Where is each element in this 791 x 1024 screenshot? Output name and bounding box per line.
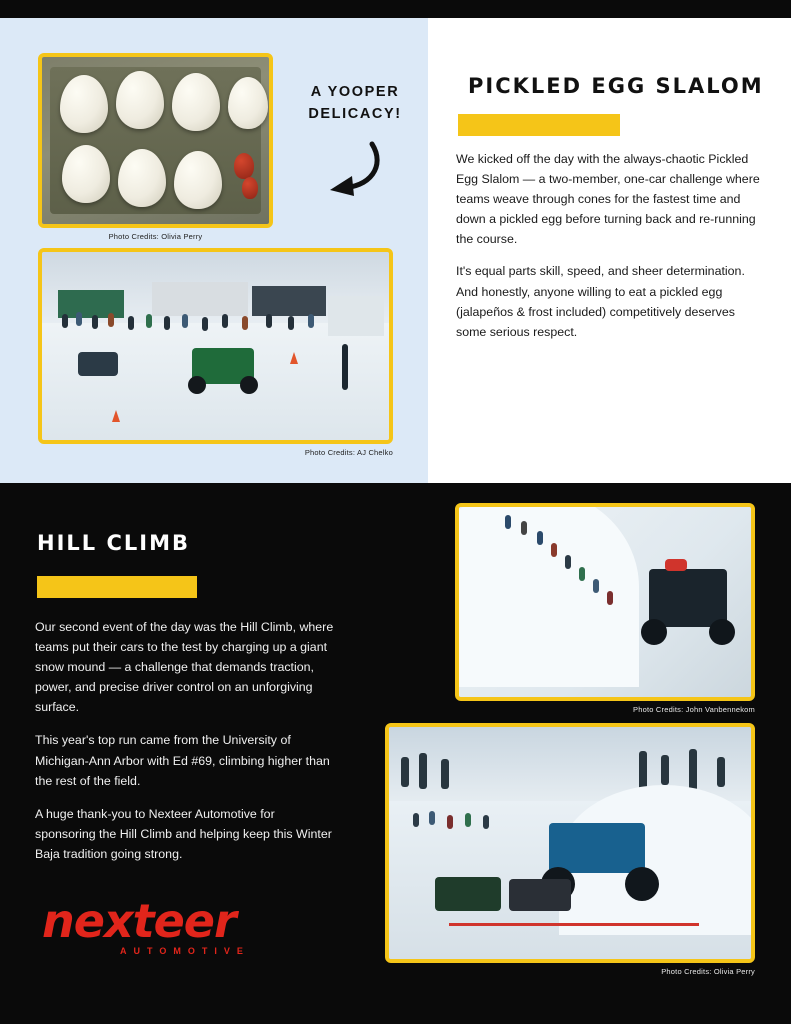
spectator xyxy=(266,314,272,328)
photo-caption: Photo Credits: Olivia Perry xyxy=(108,232,203,241)
hill-climb-crowd-photo xyxy=(455,503,755,701)
nexteer-tagline: AUTOMOTIVE xyxy=(120,946,250,956)
page-title-slalom: PICKLED EGG SLALOM xyxy=(468,74,764,98)
tree xyxy=(661,755,669,785)
slalom-body-copy xyxy=(456,149,766,354)
hill-paragraph-3: A huge thank-you to Nexteer Automotive for sponsoring the Hill Climb and helping keep this Winter Baja tradition going strong. xyxy=(35,806,332,861)
spectator xyxy=(182,314,188,328)
baja-car xyxy=(649,569,727,627)
spectator xyxy=(505,515,511,529)
nexteer-logo xyxy=(42,894,292,958)
wheel xyxy=(641,619,667,645)
baja-car xyxy=(549,823,645,873)
egg xyxy=(116,71,164,129)
spectator xyxy=(164,316,170,330)
wheel xyxy=(625,867,659,901)
car-number-plate xyxy=(665,559,687,571)
slalom-paragraph-2: It's equal parts skill, speed, and sheer determination. And honestly, anyone willing to eat a pickled egg (jalapeños & frost included) competitively deserves some serious respect. xyxy=(456,264,745,339)
parked-vehicle xyxy=(435,877,501,911)
yellow-rule-hill xyxy=(37,576,197,598)
yellow-rule-slalom xyxy=(458,114,620,136)
spectator xyxy=(202,317,208,331)
spectator xyxy=(242,316,248,330)
tree xyxy=(401,757,409,787)
spectator xyxy=(593,579,599,593)
spectator xyxy=(565,555,571,569)
top-black-band xyxy=(0,0,791,18)
tree xyxy=(717,757,725,787)
tent xyxy=(252,286,326,316)
photo-caption: Photo Credits: John Vanbennekom xyxy=(633,705,755,714)
chili-pepper xyxy=(242,177,258,199)
spectator xyxy=(483,815,489,829)
spectator xyxy=(537,531,543,545)
tent xyxy=(152,282,248,316)
spectator xyxy=(465,813,471,827)
spectator xyxy=(521,521,527,535)
parked-vehicle xyxy=(78,352,118,376)
nexteer-wordmark: nexteer xyxy=(42,894,236,948)
spectator xyxy=(579,567,585,581)
hill-paragraph-1: Our second event of the day was the Hill Climb, where teams put their cars to the test by charging up a giant snow mound — a challenge that demands traction, power, and precise driver control on an unforgiving surface. xyxy=(35,620,334,715)
spectator xyxy=(128,316,134,330)
page-title-hill-climb: HILL CLIMB xyxy=(37,531,190,555)
spectator xyxy=(413,813,419,827)
hill-paragraph-2: This year's top run came from the University of Michigan-Ann Arbor with Ed #69, climbing higher than the rest of the field. xyxy=(35,733,330,788)
spectator xyxy=(76,312,82,326)
egg xyxy=(228,77,268,129)
wheel xyxy=(188,376,206,394)
ice-structure xyxy=(328,296,384,336)
spectator xyxy=(108,313,114,327)
parked-vehicle xyxy=(509,879,571,911)
spectator xyxy=(146,314,152,328)
tree xyxy=(419,753,427,789)
tent xyxy=(58,290,124,318)
photo-caption: Photo Credits: Olivia Perry xyxy=(661,967,755,976)
spectator xyxy=(551,543,557,557)
wheel xyxy=(240,376,258,394)
egg xyxy=(172,73,220,131)
spectator xyxy=(222,314,228,328)
spectator xyxy=(429,811,435,825)
wheel xyxy=(709,619,735,645)
spectator xyxy=(62,314,68,328)
spectator xyxy=(607,591,613,605)
slalom-course-photo xyxy=(38,248,393,444)
spectator xyxy=(447,815,453,829)
egg xyxy=(118,149,166,207)
egg xyxy=(62,145,110,203)
bottom-black-band xyxy=(0,1002,791,1024)
curved-arrow-icon xyxy=(300,140,390,200)
egg xyxy=(174,151,222,209)
spectator xyxy=(288,316,294,330)
tree xyxy=(639,751,647,791)
yooper-delicacy-callout: A YOOPER DELICACY! xyxy=(308,84,402,122)
pickled-eggs-photo xyxy=(38,53,273,228)
spectator xyxy=(92,315,98,329)
chili-pepper xyxy=(234,153,254,179)
photo-caption: Photo Credits: AJ Chelko xyxy=(304,448,393,457)
egg xyxy=(60,75,108,133)
hill-climb-car-photo xyxy=(385,723,755,963)
hill-climb-body-copy xyxy=(35,617,335,877)
spectator xyxy=(308,314,314,328)
tree xyxy=(689,749,697,791)
boundary-rope xyxy=(449,923,699,926)
flag-pole xyxy=(342,344,348,390)
tree xyxy=(441,759,449,789)
slalom-paragraph-1: We kicked off the day with the always-chaotic Pickled Egg Slalom — a two-member, one-car challenge where teams weave through cones for the fastest time and down a pickled egg before turning back and re-running the course. xyxy=(456,152,760,247)
